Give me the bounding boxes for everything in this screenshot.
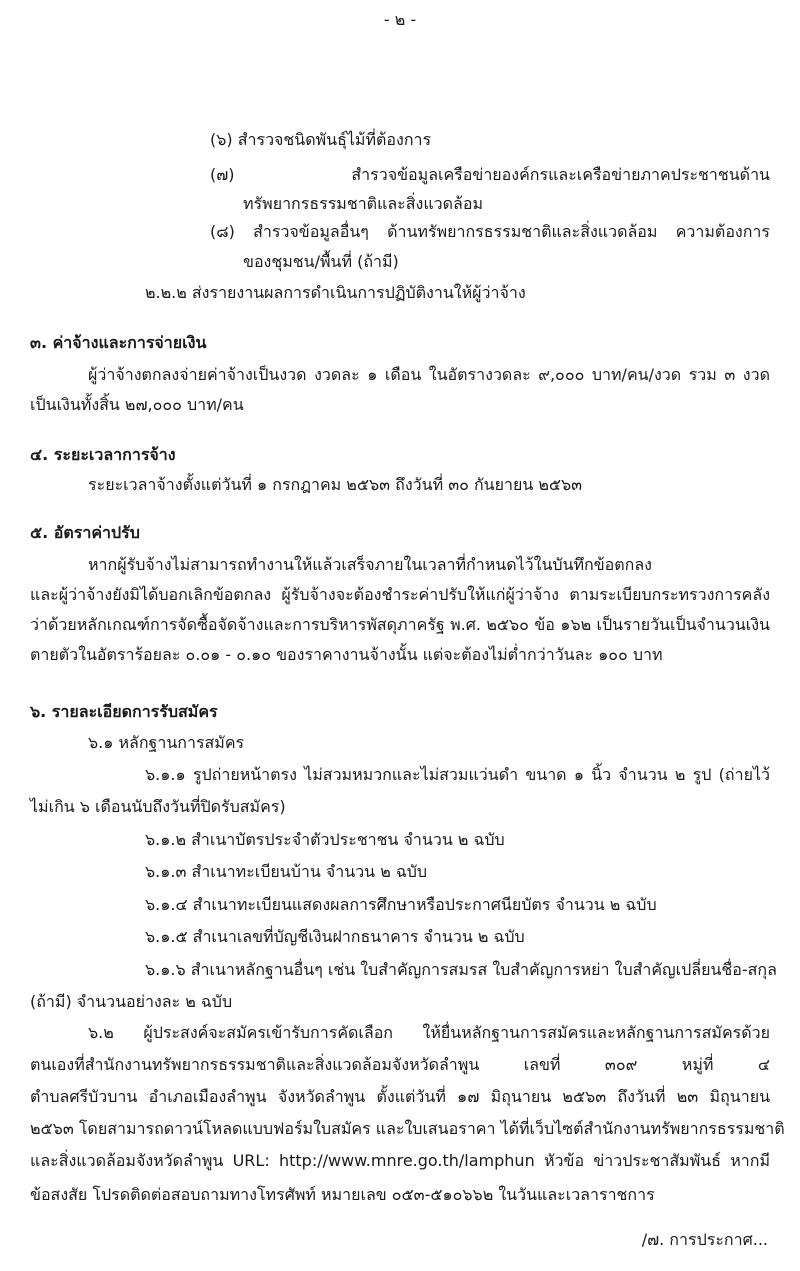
item-7-line1: (๗) สำรวจข้อมูลเครือข่ายองค์กรและเครือข่ายภาคประชาชนด้าน (210, 165, 770, 184)
section-4-line1: ระยะเวลาจ้างตั้งแต่วันที่ ๑ กรกฎาคม ๒๕๖๓ ถึงวันที่ ๓๐ กันยายน ๒๕๖๓ (88, 475, 583, 494)
item-7-line2: ทรัพยากรธรรมชาติและสิ่งแวดล้อม (243, 194, 483, 213)
section-3-line1: ผู้ว่าจ้างตกลงจ่ายค่าจ้างเป็นงวด งวดละ ๑ เดือน ในอัตรางวดละ ๙,๐๐๐ บาท/คน/งวด รวม ๓ งวด (88, 365, 770, 384)
section-6-2-line3: ตำบลศรีบัวบาน อำเภอเมืองลำพูน จังหวัดลำพูน ตั้งแต่วันที่ ๑๗ มิถุนายน ๒๕๖๓ ถึงวันที่ ๒๓ มิถุนายน (30, 1087, 770, 1106)
section-6-1-2: ๖.๑.๒ สำเนาบัตรประจำตัวประชาชน จำนวน ๒ ฉบับ (145, 830, 505, 849)
section-3-line2: เป็นเงินทั้งสิ้น ๒๗,๐๐๐ บาท/คน (30, 395, 244, 414)
page-number: - ๒ - (383, 10, 417, 29)
section-6-2-line1: ๖.๒ ผู้ประสงค์จะสมัครเข้ารับการคัดเลือก ให้ยื่นหลักฐานการสมัครและหลักฐานการสมัครด้วย (88, 1023, 770, 1042)
section-6-1-3: ๖.๑.๓ สำเนาทะเบียนบ้าน จำนวน ๒ ฉบับ (145, 862, 428, 881)
section-5-line2: และผู้ว่าจ้างยังมิได้บอกเลิกข้อตกลง ผู้รับจ้างจะต้องชำระค่าปรับให้แก่ผู้ว่าจ้าง ตามระเบียบกระทรวงการคลัง (30, 585, 770, 604)
section-5-heading: ๕. อัตราค่าปรับ (30, 523, 140, 542)
section-6-1-5: ๖.๑.๕ สำเนาเลขที่บัญชีเงินฝากธนาคาร จำนวน ๒ ฉบับ (145, 927, 525, 946)
item-8-line1: (๘) สำรวจข้อมูลอื่นๆ ด้านทรัพยากรธรรมชาติและสิ่งแวดล้อม ความต้องการ (210, 222, 770, 241)
item-2-2-2: ๒.๒.๒ ส่งรายงานผลการดำเนินการปฏิบัติงานให้ผู้ว่าจ้าง (145, 283, 526, 302)
section-5-line3: ว่าด้วยหลักเกณฑ์การจัดซื้อจัดจ้างและการบริหารพัสดุภาครัฐ พ.ศ. ๒๕๖๐ ข้อ ๑๖๒ เป็นรายวันเป็นจำนวนเงิน (30, 615, 770, 634)
section-6-1-4: ๖.๑.๔ สำเนาทะเบียนแสดงผลการศึกษาหรือประกาศนียบัตร จำนวน ๒ ฉบับ (145, 895, 657, 914)
section-6-1-1-line2: ไม่เกิน ๖ เดือนนับถึงวันที่ปิดรับสมัคร) (30, 797, 286, 816)
section-4-heading: ๔. ระยะเวลาการจ้าง (30, 445, 176, 464)
section-5-line4: ตายตัวในอัตราร้อยละ ๐.๐๑ - ๐.๑๐ ของราคางานจ้างนั้น แต่จะต้องไม่ต่ำกว่าวันละ ๑๐๐ บาท (30, 645, 663, 664)
continuation-note: /๗. การประกาศ... (641, 1230, 768, 1249)
section-6-2-line2: ตนเองที่สำนักงานทรัพยากรธรรมชาติและสิ่งแวดล้อมจังหวัดลำพูน เลขที่ ๓๐๙ หมู่ที่ ๔ (30, 1055, 770, 1074)
section-3-heading: ๓. ค่าจ้างและการจ่ายเงิน (30, 333, 207, 352)
section-6-2-line6: ข้อสงสัย โปรดติดต่อสอบถามทางโทรศัพท์ หมายเลข ๐๕๓-๕๑๐๖๖๒ ในวันและเวลาราชการ (30, 1185, 655, 1204)
section-6-heading: ๖. รายละเอียดการรับสมัคร (30, 702, 218, 721)
section-6-1-6-line2: (ถ้ามี) จำนวนอย่างละ ๒ ฉบับ (30, 992, 233, 1011)
item-6: (๖) สำรวจชนิดพันธุ์ไม้ที่ต้องการ (210, 130, 432, 149)
item-8-line2: ของชุมชน/พื้นที่ (ถ้ามี) (243, 252, 399, 271)
section-6-2-line4: ๒๕๖๓ โดยสามารถดาวน์โหลดแบบฟอร์มใบสมัคร และใบเสนอราคา ได้ที่เว็บไซต์สำนักงานทรัพยากรธรรมชาติ (30, 1119, 785, 1138)
section-6-1-6-line1: ๖.๑.๖ สำเนาหลักฐานอื่นๆ เช่น ใบสำคัญการสมรส ใบสำคัญการหย่า ใบสำคัญเปลี่ยนชื่อ-สกุล (145, 960, 777, 979)
section-6-1: ๖.๑ หลักฐานการสมัคร (88, 733, 245, 752)
section-6-1-1-line1: ๖.๑.๑ รูปถ่ายหน้าตรง ไม่สวมหมวกและไม่สวมแว่นดำ ขนาด ๑ นิ้ว จำนวน ๒ รูป (ถ่ายไว้ (145, 765, 770, 784)
section-5-line1: หากผู้รับจ้างไม่สามารถทำงานให้แล้วเสร็จภายในเวลาที่กำหนดไว้ในบันทึกข้อตกลง (88, 555, 652, 574)
section-6-2-line5: และสิ่งแวดล้อมจังหวัดลำพูน URL: http://www.mnre.go.th/lamphun หัวข้อ ข่าวประชาสัมพันธ์ หากมี (30, 1151, 770, 1170)
